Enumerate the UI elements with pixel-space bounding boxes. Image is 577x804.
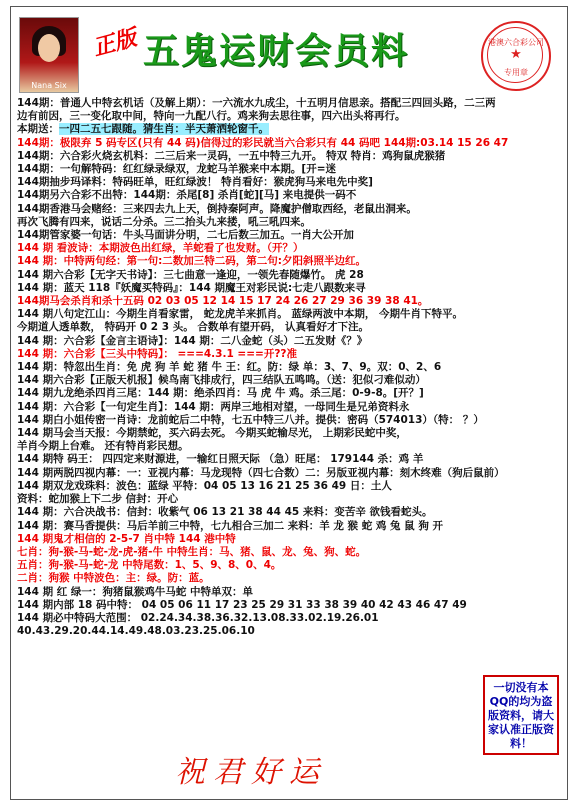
prediction-row [17, 361, 563, 374]
row-text: 边有前因，三一变化取中间，特向一九配八行。鸡来狗去思往事，四六出头将再行。 [17, 110, 406, 123]
row-text: 144 期特 码王： 四四定来财源进，一输红日照天际 （急）旺尾： 179144 杀：鸡 羊 [17, 453, 424, 466]
prediction-row [17, 559, 563, 572]
row-text: 144 期：六合彩【三头中特码】： ===4.3.1 ===开??准 [17, 347, 297, 360]
prediction-row [17, 427, 563, 440]
prediction-row [17, 520, 563, 533]
prediction-row [17, 242, 563, 255]
prediction-row [17, 612, 563, 625]
prediction-row [17, 480, 563, 493]
prediction-row [17, 387, 563, 400]
prediction-list [17, 97, 563, 638]
prediction-row [17, 176, 563, 189]
row-text: 二肖：狗猴 中特波色：主：绿。防：蓝。 [17, 572, 210, 585]
row-text: 144 期：特忽出生肖：免 虎 狗 羊 蛇 猪 牛 王：红。防：绿 单：3、7、9。双：0、2、6 [17, 361, 442, 374]
good-luck-footer: 祝君好运 [175, 755, 327, 790]
row-text: 144 期鬼才相信的 2-5-7 肖中特 144 港中特 [17, 532, 236, 545]
row-text: 144期：一句解特码：红红绿录绿双，龙蛇马羊猴来中本期。[开=迷 [17, 163, 337, 176]
prediction-row [17, 467, 563, 480]
anti-piracy-notice: 一切没有本QQ的均为盗版资料，请大家认准正版资料！ [483, 675, 559, 755]
prediction-row [17, 625, 563, 638]
avatar-name: Nana Six [31, 81, 67, 90]
prediction-row [17, 123, 563, 136]
prediction-row [17, 282, 563, 295]
prediction-row [17, 453, 563, 466]
row-text: 144期:03.14 15 26 47 [383, 136, 509, 149]
prediction-row [17, 321, 563, 334]
row-text: 144 期九龙绝杀四肖三尾：144 期：绝杀四肖：马 虎 牛 鸡。杀三尾：0-9-8。[开？] [17, 387, 424, 400]
row-text: 144 期：六合彩【金言主语诗】：144 期：二八金蛇（头）二五发财《？》 [17, 334, 368, 347]
row-text: 今期道人透单数， 特码开 0 2 3 头。 合数单有望开码， 认真看好才下注。 [17, 321, 370, 334]
prediction-row [17, 506, 563, 519]
prediction-row [17, 599, 563, 612]
header [11, 7, 567, 97]
row-text: 144 期双龙戏珠料：波色：蓝绿 平特：04 05 13 16 21 25 36 49 日：土人 [17, 479, 392, 492]
prediction-row [17, 163, 563, 176]
row-text: 144期马会杀肖和杀十五码 02 03 05 12 14 15 17 24 26 27 29 36 39 38 41。 [17, 295, 429, 308]
row-text: 144 期内部 18 码中特： 04 05 06 11 17 23 25 29 31 33 38 39 40 42 43 46 47 49 [17, 598, 467, 611]
row-text: 144期：普通人中特玄机话（及解上期）：一六流水九成尘，十五明月信思亲。搭配三四回头路，二三两 [17, 97, 496, 109]
prediction-row [17, 493, 563, 506]
page-title: 五鬼运财会员料 [143, 30, 410, 72]
row-text: 144期抽步玛译料：特码旺单，旺红绿波！ 特肖看好：猴虎狗马来电先中奖] [17, 176, 373, 189]
row-text: 144 期八句定江山：今期生肖看家雷， 蛇龙虎羊来抓肖。 蓝绿两波中本期， 今期牛肖下特平。 [17, 308, 464, 321]
prediction-row [17, 533, 563, 546]
row-text: 144 期：六合彩【一句定生肖】：144 期：两岸三地相对望，一母同生是兄弟资料永 [17, 400, 410, 413]
row-text: 144 期六合彩【无字天书诗】：三七曲意一逢迎，一领先春随爆竹。 虎 28 [17, 268, 364, 281]
row-text: 七肖：狗-猴-马-蛇-龙-虎-猪-牛 中特生肖：马、猪、鼠、龙、兔、狗、蛇。 [17, 545, 367, 558]
row-text: 144 期 看波诗：本期波色出红绿，羊蛇看了也发财。（开？） [17, 242, 304, 255]
prediction-row [17, 269, 563, 282]
prediction-row [17, 348, 563, 361]
prediction-row [17, 216, 563, 229]
prediction-row [17, 374, 563, 387]
prediction-row [17, 229, 563, 242]
prediction-row [17, 110, 563, 123]
prediction-row [17, 255, 563, 268]
prediction-row [17, 546, 563, 559]
row-text: 144 期六合彩【正版天机报】候鸟南飞排成行，四三结队五鸣鸣。（送：犯似刁难似动） [17, 374, 426, 387]
prediction-row [17, 572, 563, 585]
face-shape [38, 34, 60, 62]
prediction-row [17, 97, 563, 110]
row-text: 144期管家婆一句话：牛头马面讲分明，二七后数三加五。一肖大公开加 [17, 229, 354, 242]
row-text: 144 期马会当天报：今期禁蛇，买六码去死。 今期买蛇输尽光， 上期彩民蛇中奖， [17, 427, 407, 440]
prediction-row [17, 137, 563, 150]
star-icon: ★ [510, 47, 522, 62]
row-text: 144 期两脱四视内幕：一：亚视内幕：马龙现特（四七合数）二：另版亚视内幕：刻木终难（狗后鼠前） [17, 466, 505, 479]
row-text: 144 期必中特码大范围： 02.24.34.38.36.32.13.08.33.02.19.26.01 [17, 611, 379, 624]
row-text: 144 期：蓝天 118『妖魔买特码』：144 期魔王对彩民说:七走八跟数来寻 [17, 281, 366, 294]
lottery-sheet [10, 6, 568, 800]
seal-top-text: 港澳六合彩公司 [488, 38, 544, 47]
prediction-row [17, 401, 563, 414]
company-seal [481, 21, 551, 91]
prediction-row [17, 414, 563, 427]
row-text: 144期另六合彩不出特：144期：杀尾[8] 杀肖[蛇][马] 来电提供一码不 [17, 189, 357, 202]
row-text: 144 期：赛马香提供：马后羊前三中特，七九相合三加二 来料：羊 龙 猴 蛇 鸡 兔 鼠 狗 开 [17, 519, 443, 532]
prediction-row [17, 189, 563, 202]
seal-bottom-text: 专用章 [504, 68, 528, 77]
prediction-row [17, 335, 563, 348]
row-text: 羊肖今期上台难。 还有特肖彩民想。 [17, 440, 189, 453]
row-text: 40.43.29.20.44.14.49.48.03.23.25.06.10 [17, 625, 255, 638]
prediction-row [17, 586, 563, 599]
prediction-row [17, 295, 563, 308]
row-text: 144期：六合彩火烧玄机料：二三后来一灵码，一五中特三九开。 特双 特肖：鸡狗鼠虎猴猪 [17, 149, 446, 162]
row-text: 本期送： [17, 123, 59, 136]
row-text: 144 期 红 绿一：狗猪鼠猴鸡牛马蛇 中特单双：单 [17, 585, 254, 598]
row-text: 144期：极限弃 5 码专区(只有 44 码)信得过的彩民就当六合彩只有 44 码吧 [17, 136, 384, 149]
row-text: 五肖：狗-猴-马-蛇-龙 中特尾数：1、5、9、8、0、4。 [17, 559, 282, 572]
row-text: 再次飞腾有四来，说话二分杀。三二抬头九来搂，吼三吼四来。 [17, 215, 311, 228]
row-text: 144期香港马会赌经：三来四去九上天，倒持秦阿声。降魔护僧取西经，老鼠出洞来。 [17, 202, 417, 215]
prediction-row [17, 203, 563, 216]
avatar [19, 17, 79, 93]
row-text: 一四二五七跟随。猜生肖：半天萧洒轮窗千。 [59, 123, 269, 136]
row-text: 144 期：中特两句经：第一句:二数加三特二码，第二句:夕阳斜照半边红。 [17, 255, 366, 268]
prediction-row [17, 440, 563, 453]
row-text: 144 期白小姐传密一肖诗：龙前蛇后二中特，七五中特三八并。提供：密码（574013）（特： ？） [17, 413, 484, 426]
genuine-mark: 正版 [90, 25, 140, 62]
row-text: 144 期：六合决战书：信封：收紫气 06 13 21 38 44 45 来料：变苦辛 欲钱看蛇头。 [17, 506, 433, 519]
row-text: 资料：蛇加猴上下二步 信封：开心 [17, 493, 179, 506]
prediction-row [17, 150, 563, 163]
prediction-row [17, 308, 563, 321]
